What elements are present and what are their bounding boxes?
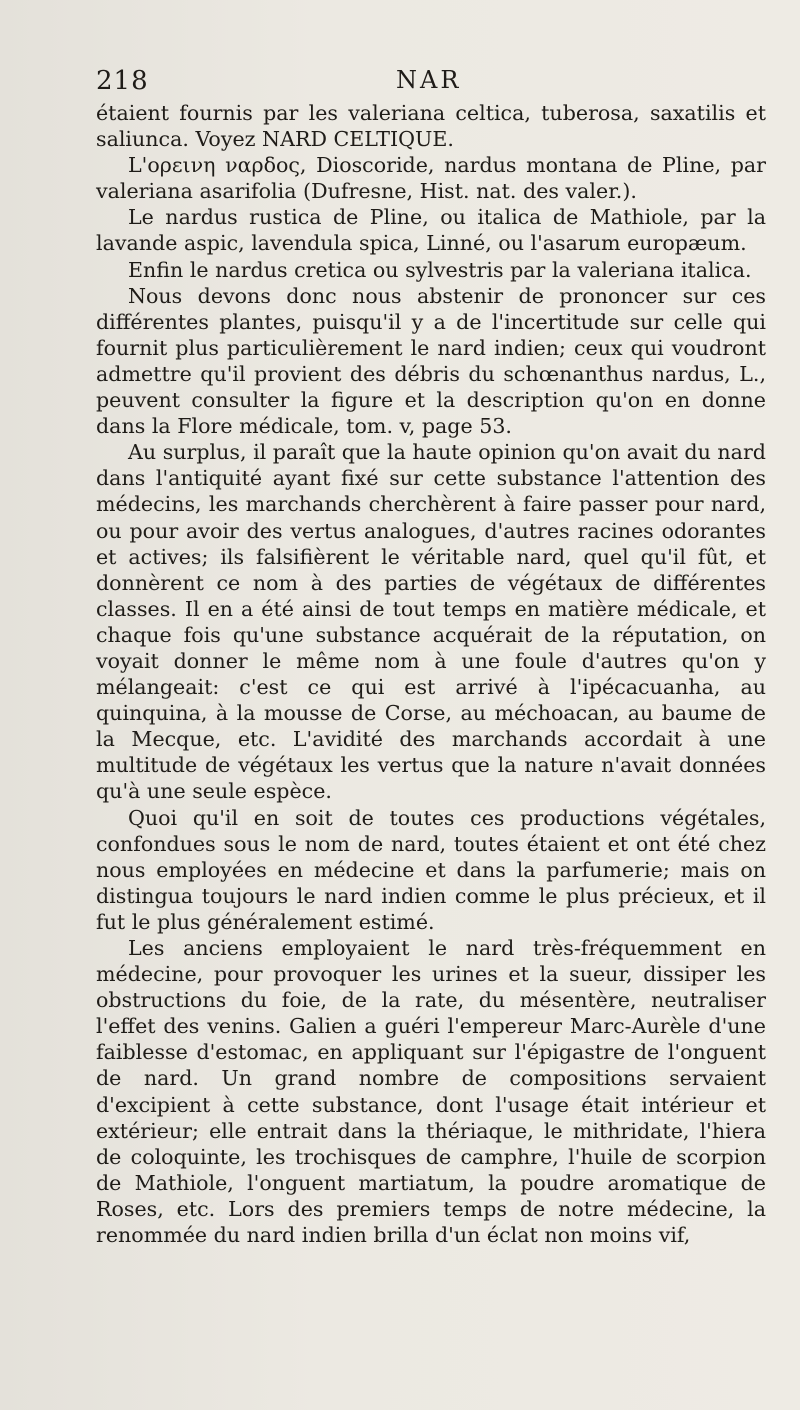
paragraph: Quoi qu'il en soit de toutes ces productions végétales, confondues sous le nom de nard, toutes étaient et ont été chez nous employées en médecine et dans la parfumerie; mais on distingua toujours le nard indien comme le plus précieux, et il fut le plus généralement estimé. — [96, 805, 766, 934]
paragraph: Au surplus, il paraît que la haute opinion qu'on avait du nard dans l'antiquité ayant fixé sur cette substance l'attention des médecins, les marchands cherchèrent à faire passer pour nard, ou pour avoir des vertus analogues, d'autres racines odorantes et actives; ils falsifièrent le véritable nard, quel qu'il fût, et donnèrent ce nom à des parties de végétaux de différentes classes. Il en a été ainsi de tout temps en matière médicale, et chaque fois qu'une substance acquérait de la réputation, on voyait donner le même nom à une foule d'autres qu'on y mélangeait: c'est ce qui est arrivé à l'ipécacuanha, au quinquina, à la mousse de Corse, au méchoacan, au baume de la Mecque, etc. L'avidité des marchands accordait à une multitude de végétaux les vertus que la nature n'avait données qu'à une seule espèce. — [96, 440, 766, 804]
page-number: 218 — [96, 66, 149, 96]
paragraph: étaient fournis par les valeriana celtica, tuberosa, saxatilis et saliunca. Voyez NARD CELTIQUE. — [96, 101, 766, 152]
paragraph: L'ορεινη ναρδος, Dioscoride, nardus montana de Pline, par valeriana asarifolia (Dufresne, Hist. nat. des valer.). — [96, 153, 766, 204]
paragraph: Le nardus rustica de Pline, ou italica de Mathiole, par la lavande aspic, lavendula spica, Linné, ou l'asarum europæum. — [96, 205, 766, 256]
paragraph: Les anciens employaient le nard très-fréquemment en médecine, pour provoquer les urines et la sueur, dissiper les obstructions du foie, de la rate, du mésentère, neutraliser l'effet des venins. Galien a guéri l'empereur Marc-Aurèle d'une faiblesse d'estomac, en appliquant sur l'épigastre de l'onguent de nard. Un grand nombre de compositions servaient d'excipient à cette substance, dont l'usage était intérieur et extérieur; elle entrait dans la thériaque, le mithridate, l'hiera de coloquinte, les trochisques de camphre, l'huile de scorpion de Mathiole, l'onguent martiatum, la poudre aromatique de Roses, etc. Lors des premiers temps de notre médecine, la renommée du nard indien brilla d'un éclat non moins vif, — [96, 936, 766, 1248]
paragraph: Nous devons donc nous abstenir de prononcer sur ces différentes plantes, puisqu'il y a de l'incertitude sur celle qui fournit plus particulièrement le nard indien; ceux qui voudront admettre qu'il provient des débris du schœnanthus nardus, L., peuvent consulter la figure et la description qu'on en donne dans la Flore médicale, tom. v, page 53. — [96, 283, 766, 439]
body-text — [96, 100, 766, 1248]
paragraph: Enfin le nardus cretica ou sylvestris par la valeriana italica. — [128, 257, 752, 282]
running-title: NAR — [396, 66, 462, 94]
